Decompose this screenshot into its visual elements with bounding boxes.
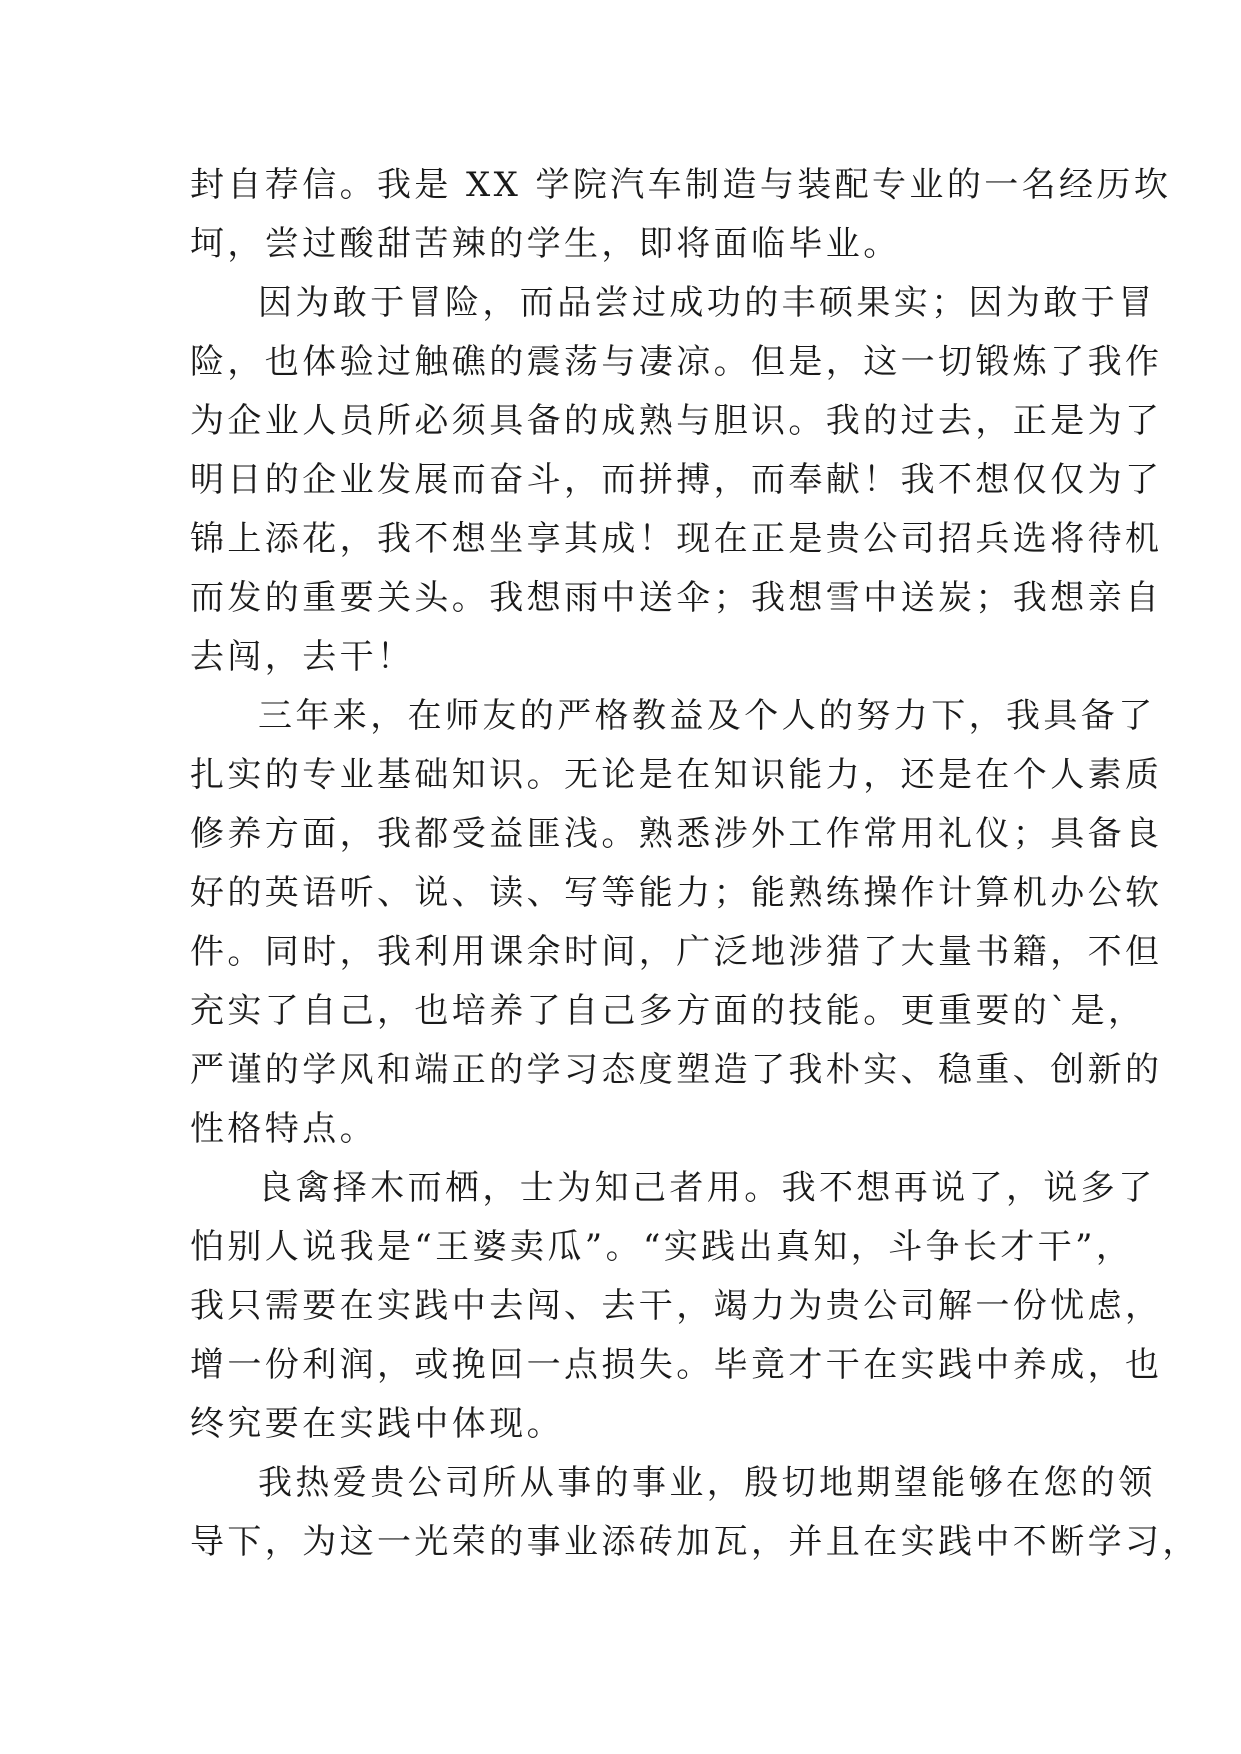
text-line: 严谨的学风和端正的学习态度塑造了我朴实、稳重、创新的	[190, 1050, 1163, 1090]
text-line: 去闯，去干！	[190, 637, 415, 677]
text-line: 封自荐信。我是 XX 学院汽车制造与装配专业的一名经历坎	[190, 165, 1172, 205]
text-line: 怕别人说我是“王婆卖瓜”。“实践出真知，斗争长才干”，	[190, 1227, 1134, 1267]
text-line: 性格特点。	[190, 1109, 377, 1149]
text-line: 险，也体验过触礁的震荡与凄凉。但是，这一切锻炼了我作	[190, 342, 1163, 382]
text-line: 增一份利润，或挽回一点损失。毕竟才干在实践中养成，也	[190, 1345, 1163, 1385]
paragraph-first-line: 良禽择木而栖，士为知己者用。我不想再说了，说多了	[258, 1168, 1156, 1208]
text-line: 修养方面，我都受益匪浅。熟悉涉外工作常用礼仪；具备良	[190, 814, 1163, 854]
paragraph-first-line: 我热爱贵公司所从事的事业，殷切地期望能够在您的领	[258, 1463, 1156, 1503]
text-line: 终究要在实践中体现。	[190, 1404, 564, 1444]
letter-body	[190, 156, 1200, 1572]
paragraph-first-line: 因为敢于冒险，而品尝过成功的丰硕果实；因为敢于冒	[258, 283, 1156, 323]
text-line: 坷，尝过酸甜苦辣的学生，即将面临毕业。	[190, 224, 901, 264]
text-line: 为企业人员所必须具备的成熟与胆识。我的过去，正是为了	[190, 401, 1163, 441]
paragraph-first-line: 三年来，在师友的严格教益及个人的努力下，我具备了	[258, 696, 1156, 736]
text-line: 充实了自己，也培养了自己多方面的技能。更重要的`是，	[190, 991, 1146, 1031]
text-line: 锦上添花，我不想坐享其成！现在正是贵公司招兵选将待机	[190, 519, 1163, 559]
text-line: 明日的企业发展而奋斗，而拼搏，而奉献！我不想仅仅为了	[190, 460, 1163, 500]
text-line: 扎实的专业基础知识。无论是在知识能力，还是在个人素质	[190, 755, 1163, 795]
text-line: 件。同时，我利用课余时间，广泛地涉猎了大量书籍，不但	[190, 932, 1163, 972]
text-line: 导下，为这一光荣的事业添砖加瓦，并且在实践中不断学习，	[190, 1522, 1200, 1562]
text-line: 好的英语听、说、读、写等能力；能熟练操作计算机办公软	[190, 873, 1163, 913]
text-line: 而发的重要关头。我想雨中送伞；我想雪中送炭；我想亲自	[190, 578, 1163, 618]
text-line: 我只需要在实践中去闯、去干，竭力为贵公司解一份忧虑，	[190, 1286, 1163, 1326]
